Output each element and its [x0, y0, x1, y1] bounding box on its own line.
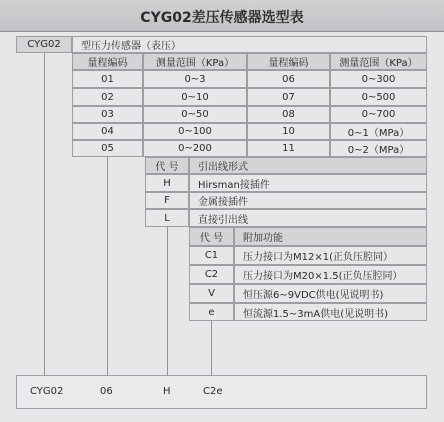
range-cell: 0~3	[143, 70, 247, 88]
range-cell: 0~100	[143, 123, 247, 140]
connector-line	[167, 227, 168, 375]
extra-cell: C1	[189, 246, 234, 265]
extra-header-code: 代 号	[189, 227, 234, 246]
example-outlet: H	[163, 386, 171, 397]
outlet-header-code: 代 号	[145, 157, 189, 174]
range-header-code-1: 量程编码	[72, 53, 143, 70]
range-header-code-2: 量程编码	[247, 53, 330, 70]
model-desc-cell: 型压力传感器（表压）	[72, 36, 427, 53]
range-cell: 10	[247, 123, 330, 140]
outlet-cell: Hirsman接插件	[189, 174, 427, 192]
connector-line	[211, 321, 212, 375]
range-cell: 03	[72, 106, 143, 123]
range-cell: 05	[72, 140, 143, 157]
range-header-range-2: 测量范围（KPa）	[330, 53, 427, 70]
range-cell: 0~1（MPa）	[330, 123, 427, 140]
extra-cell: 压力接口为M20×1.5(正负压腔同）	[234, 265, 427, 284]
extra-cell: V	[189, 284, 234, 303]
range-cell: 0~500	[330, 88, 427, 106]
extra-cell: 恒压源6~9VDC供电(见说明书)	[234, 284, 427, 303]
extra-cell: 压力接口为M12×1(正负压腔同）	[234, 246, 427, 265]
model-code-cell: CYG02	[16, 36, 72, 53]
outlet-cell: F	[145, 192, 189, 209]
outlet-cell: H	[145, 174, 189, 192]
outlet-cell: 直接引出线	[189, 209, 427, 227]
example-range: 06	[100, 386, 113, 397]
range-cell: 08	[247, 106, 330, 123]
range-cell: 0~300	[330, 70, 427, 88]
outlet-header-desc: 引出线形式	[189, 157, 427, 174]
connector-line	[107, 157, 108, 375]
range-cell: 0~2（MPa）	[330, 140, 427, 157]
example-extra: C2e	[203, 386, 223, 397]
range-cell: 06	[247, 70, 330, 88]
extra-cell: e	[189, 303, 234, 321]
extra-cell: C2	[189, 265, 234, 284]
range-cell: 0~10	[143, 88, 247, 106]
range-cell: 0~700	[330, 106, 427, 123]
example-model: CYG02	[30, 386, 64, 397]
range-header-range-1: 测量范围（KPa）	[143, 53, 247, 70]
range-cell: 0~200	[143, 140, 247, 157]
outlet-cell: 金属接插件	[189, 192, 427, 209]
range-cell: 11	[247, 140, 330, 157]
extra-header-desc: 附加功能	[234, 227, 427, 246]
range-cell: 07	[247, 88, 330, 106]
range-cell: 04	[72, 123, 143, 140]
page-title: CYG02差压传感器选型表	[140, 10, 304, 26]
outlet-cell: L	[145, 209, 189, 227]
extra-cell: 恒流源1.5~3mA供电(见说明书)	[234, 303, 427, 321]
range-cell: 0~50	[143, 106, 247, 123]
range-cell: 01	[72, 70, 143, 88]
connector-line	[44, 53, 45, 375]
range-cell: 02	[72, 88, 143, 106]
